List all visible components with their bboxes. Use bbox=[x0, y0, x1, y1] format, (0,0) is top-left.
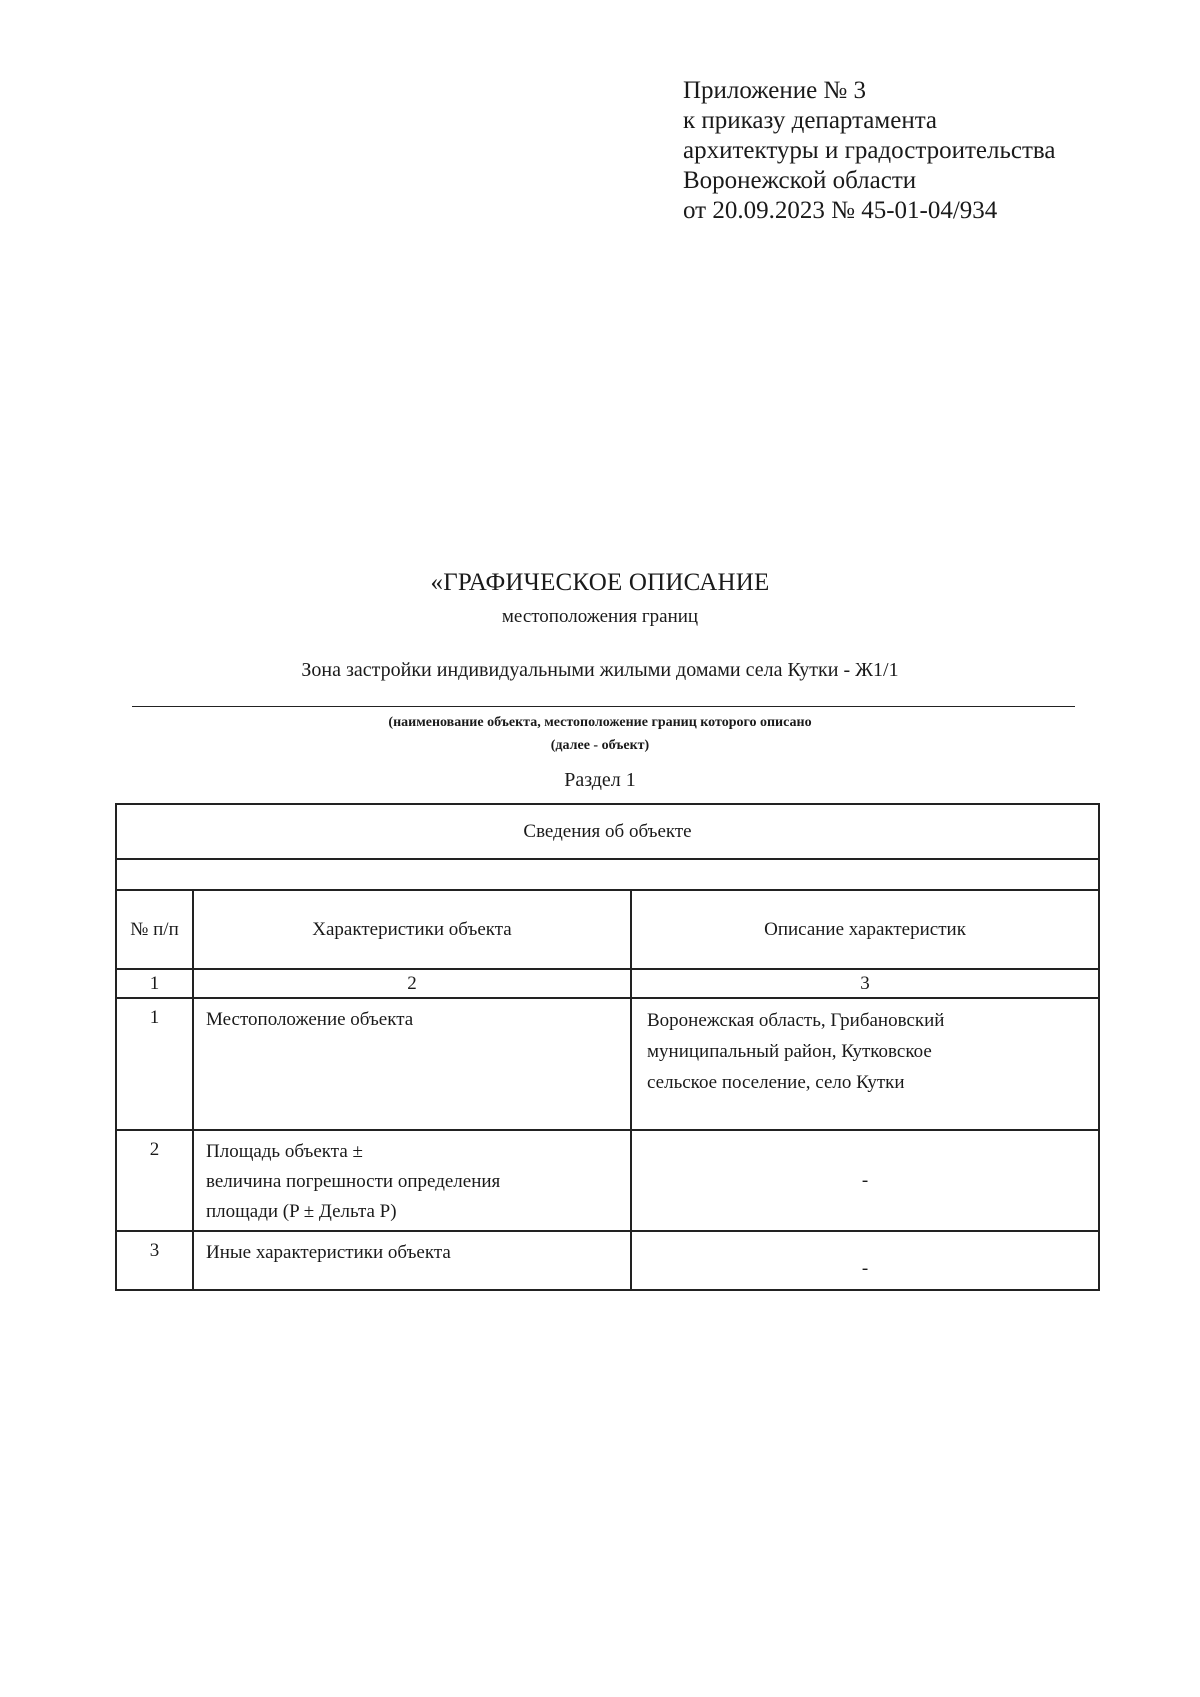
row-characteristic: Иные характеристики объекта bbox=[193, 1231, 631, 1290]
object-name: Зона застройки индивидуальными жилыми домами села Кутки - Ж1/1 bbox=[301, 659, 899, 681]
appendix-block bbox=[683, 76, 1055, 226]
column-numbers-row bbox=[116, 969, 1099, 998]
object-info-table bbox=[115, 803, 1100, 1291]
appendix-line: Воронежской области bbox=[683, 167, 917, 194]
table-row bbox=[116, 1231, 1099, 1290]
row-number: 3 bbox=[116, 1231, 193, 1290]
table-spacer-row bbox=[116, 859, 1099, 890]
row-characteristic-line: величина погрешности определения bbox=[206, 1171, 501, 1192]
row-description: - bbox=[631, 1231, 1099, 1290]
row-characteristic-line: Площадь объекта ± bbox=[206, 1141, 363, 1162]
table-row bbox=[116, 998, 1099, 1130]
object-caption-line: (наименование объекта, местоположение границ которого описано bbox=[388, 715, 812, 730]
row-characteristic: Местоположение объекта bbox=[193, 998, 631, 1130]
object-caption-line: (далее - объект) bbox=[550, 738, 650, 753]
object-name-underline bbox=[132, 706, 1075, 707]
row-number: 2 bbox=[116, 1130, 193, 1231]
row-description-line: муниципальный район, Кутковское bbox=[647, 1041, 932, 1062]
document-title: «ГРАФИЧЕСКОЕ ОПИСАНИЕ bbox=[430, 569, 770, 596]
column-number: 2 bbox=[193, 969, 631, 998]
column-header-characteristics: Характеристики объекта bbox=[193, 890, 631, 969]
table-heading: Сведения об объекте bbox=[116, 804, 1099, 859]
row-characteristic-line: площади (P ± Дельта P) bbox=[206, 1201, 397, 1222]
object-caption bbox=[0, 711, 1200, 757]
table-row bbox=[116, 1130, 1099, 1231]
row-number: 1 bbox=[116, 998, 193, 1130]
row-description-line: Воронежская область, Грибановский bbox=[647, 1010, 945, 1031]
column-number: 1 bbox=[116, 969, 193, 998]
table-heading-row bbox=[116, 804, 1099, 859]
appendix-line: архитектуры и градостроительства bbox=[683, 137, 1056, 164]
row-characteristic bbox=[193, 1130, 631, 1231]
appendix-line: от 20.09.2023 № 45-01-04/934 bbox=[683, 197, 998, 224]
document-subtitle: местоположения границ bbox=[501, 606, 699, 627]
row-description bbox=[631, 998, 1099, 1130]
row-description: - bbox=[631, 1130, 1099, 1231]
row-description-line: сельское поселение, село Кутки bbox=[647, 1072, 905, 1093]
section-title: Раздел 1 bbox=[564, 769, 636, 791]
appendix-line: к приказу департамента bbox=[683, 107, 938, 134]
column-header-description: Описание характеристик bbox=[631, 890, 1099, 969]
table-header-row bbox=[116, 890, 1099, 969]
column-number: 3 bbox=[631, 969, 1099, 998]
table-spacer-cell bbox=[116, 859, 1099, 890]
appendix-line: Приложение № 3 bbox=[683, 77, 867, 104]
column-header-num: № п/п bbox=[116, 890, 193, 969]
